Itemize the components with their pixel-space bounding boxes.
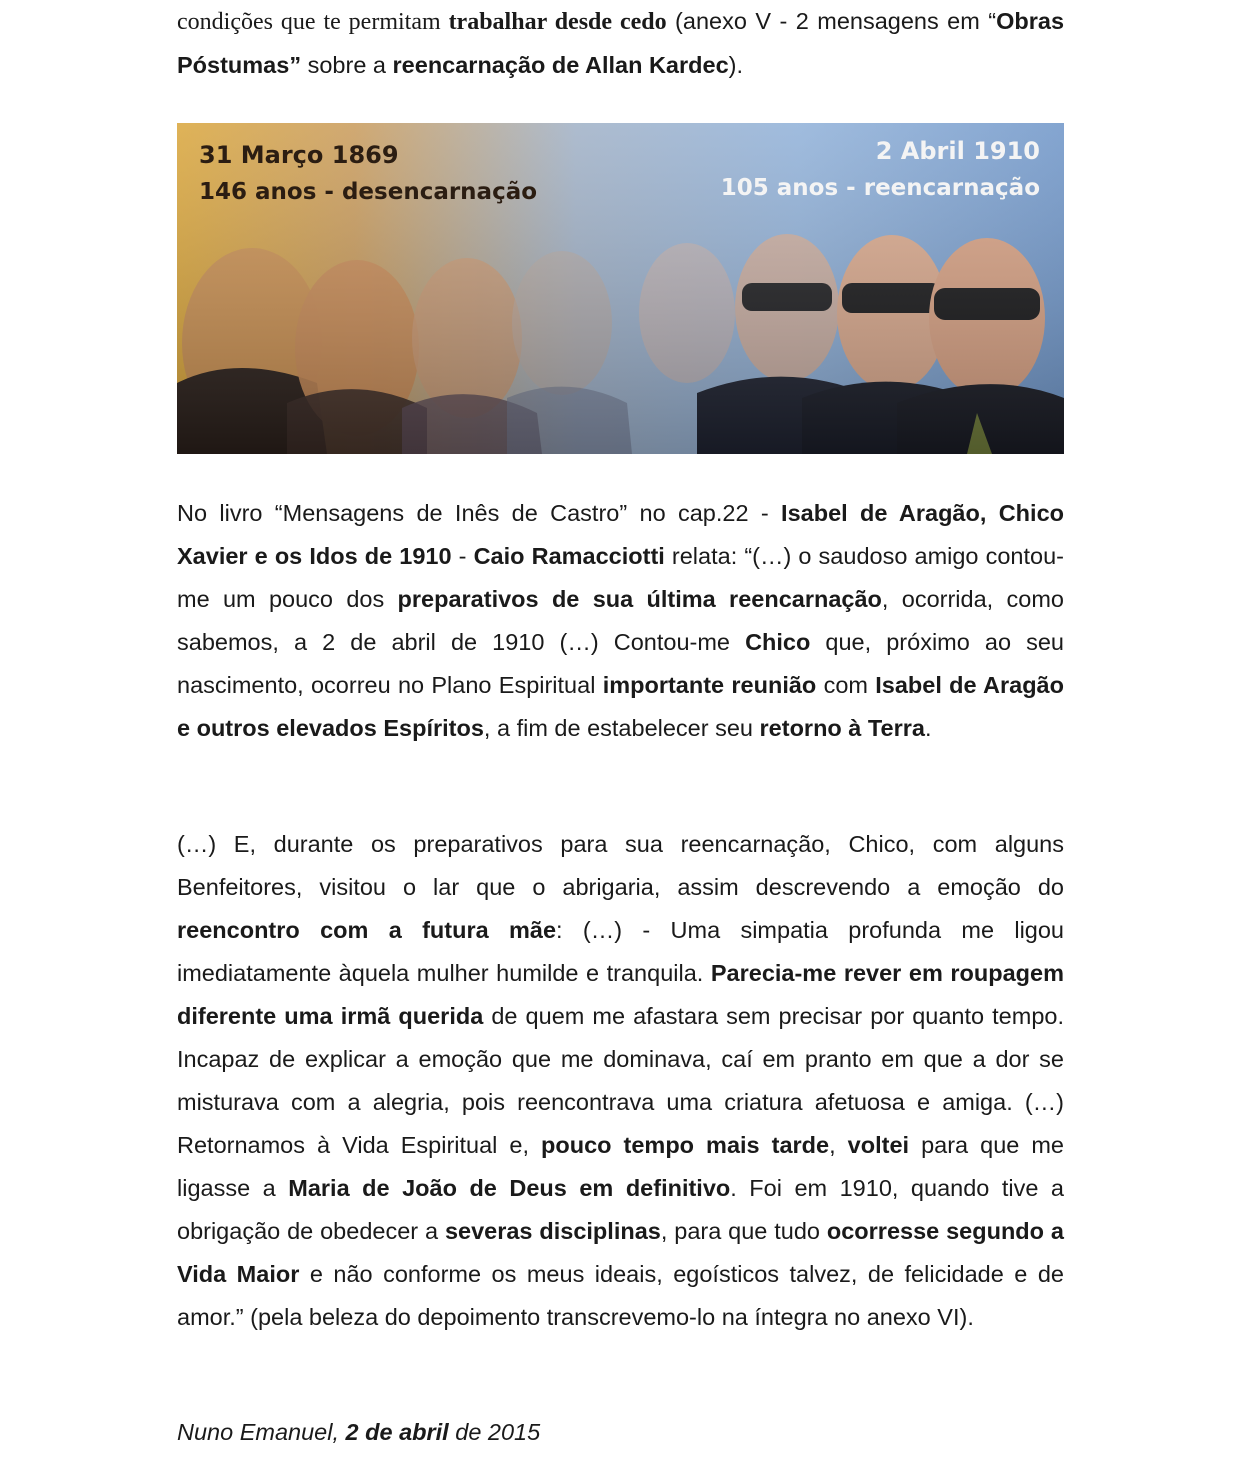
text-run: relata: “(…) o saudoso amigo contou-me um pouco dos	[177, 543, 1064, 612]
signature-year: de 2015	[448, 1419, 541, 1445]
bold-run: Chico	[745, 629, 811, 655]
bold-run: severas disciplinas	[444, 1218, 661, 1244]
bold-run: Parecia-me rever em roupagem diferente uma irmã querida	[177, 960, 1064, 1029]
text-run: (…) E, durante os preparativos para sua reencarnação, Chico, com alguns Benfeitores, visitou o lar que o abrigaria, assim descrevendo a emoção do	[177, 831, 1064, 900]
text-run: com	[816, 672, 876, 698]
text-run: .	[924, 715, 932, 741]
bold-run: Maria de João de Deus em definitivo	[288, 1175, 731, 1201]
text-run: ,	[829, 1132, 848, 1158]
bold-run: Isabel de Aragão, Chico Xavier e os Idos de 1910	[177, 500, 1064, 569]
signature	[177, 1412, 540, 1452]
banner-right-date: 2 Abril 1910	[875, 137, 1040, 165]
text-run: para que me ligasse a	[177, 1132, 1065, 1201]
intro-bold-3: reencarnação de Allan Kardec	[392, 52, 729, 78]
intro-text: condições que te permitam	[177, 9, 449, 35]
bold-run: pouco tempo mais tarde	[541, 1132, 830, 1158]
text-run: No livro “Mensagens de Inês de Castro” no cap.22 -	[177, 500, 782, 526]
bold-run: retorno à Terra	[759, 715, 925, 741]
banner-right-caption: 105 anos - reencarnação	[720, 175, 1040, 201]
paragraph-chico-reunion	[177, 492, 1064, 750]
bold-run: importante reunião	[602, 672, 817, 698]
text-run: : (…) - Uma simpatia profunda me ligou imediatamente àquela mulher humilde e tranquila.	[177, 917, 1065, 986]
text-run: . Foi em 1910, quando tive a obrigação de obedecer a	[177, 1175, 1065, 1244]
text-run: e não conforme os meus ideais, egoísticos talvez, de felicidade e de amor.” (pela beleza do depoimento transcrevemo-lo na íntegra no anexo VI).	[177, 1261, 1064, 1330]
bold-run: ocorresse segundo a Vida Maior	[177, 1218, 1064, 1287]
text-run: que, próximo ao seu nascimento, ocorreu no Plano Espiritual	[177, 629, 1064, 698]
intro-text-4: ).	[728, 52, 744, 78]
banner-image	[177, 123, 1064, 454]
text-run: de quem me afastara sem precisar por quanto tempo. Incapaz de explicar a emoção que me dominava, caí em pranto em que a dor se misturava com a alegria, pois reencontrava uma criatura afetuosa e amiga. (…) Retornamos à Vida Espiritual e,	[177, 1003, 1065, 1158]
bold-run: voltei	[847, 1132, 910, 1158]
bold-run: reencontro com a futura mãe	[177, 917, 557, 943]
intro-text-3: sobre a	[301, 52, 393, 78]
paragraph-reencounter	[177, 823, 1064, 1339]
bold-run: preparativos de sua última reencarnação	[397, 586, 882, 612]
intro-bold-2: Obras Póstumas”	[177, 8, 1065, 78]
text-run: , para que tudo	[660, 1218, 827, 1244]
intro-paragraph	[177, 0, 1064, 87]
text-run: , a fim de estabelecer seu	[483, 715, 760, 741]
signature-name: Nuno Emanuel,	[177, 1419, 346, 1445]
intro-bold-1: trabalhar desde cedo	[448, 9, 667, 35]
text-run: -	[451, 543, 474, 569]
text-run: , ocorrida, como sabemos, a 2 de abril de 1910 (…) Contou-me	[177, 586, 1064, 655]
bold-run: Isabel de Aragão e outros elevados Espíritos	[177, 672, 1064, 741]
banner-left-date: 31 Março 1869	[199, 141, 399, 169]
intro-text-2: (anexo V - 2 mensagens em “	[666, 8, 997, 34]
bold-run: Caio Ramacciotti	[473, 543, 665, 569]
banner-illustration	[177, 123, 1064, 454]
signature-date: 2 de abril	[345, 1419, 449, 1445]
banner-left-caption: 146 anos - desencarnação	[199, 179, 538, 205]
